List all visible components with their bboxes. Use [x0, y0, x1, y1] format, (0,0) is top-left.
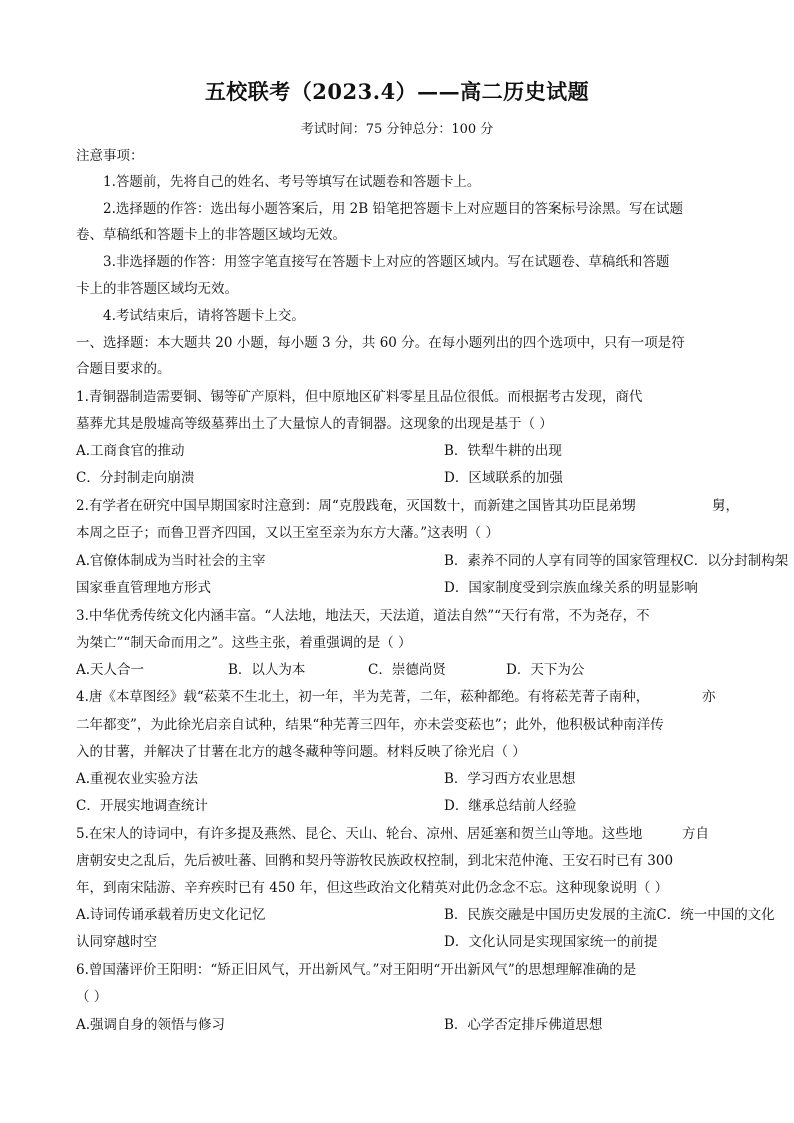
page-title: 五校联考（2023.4）——高二历史试题 [204, 79, 590, 104]
question-4-options-row [76, 798, 577, 814]
question-3-stem: 3.中华优秀传统文化内涵丰富。“人法地，地法天，天法道，道法自然”“天行有常，不为尧存，不 [76, 608, 650, 624]
question-6-stem-cont: （ ） [76, 989, 108, 1005]
option-c-cont[interactable]: 认同穿越时空 [76, 934, 157, 950]
question-5-stem-cont: 唐朝安史之乱后，先后被吐蕃、回鹘和契丹等游牧民族政权控制，到北宋范仲淹、王安石时已有 300 [76, 853, 674, 869]
question-2-options-row [76, 553, 789, 569]
question-3-options-row [76, 662, 585, 678]
question-5-text-tail: 方自 [682, 826, 709, 842]
option-c-cont[interactable]: 国家垂直管理地方形式 [76, 580, 211, 596]
section-heading-cont: 合题目要求的。 [76, 361, 171, 377]
question-5-stem-cont: 年，到南宋陆游、辛弃疾时已有 450 年，但这些政治文化精英对此仍念念不忘。这种现象说明（ ） [76, 880, 669, 896]
question-1-options-row [76, 470, 563, 486]
option-b[interactable]: B．以人为本 [228, 662, 306, 678]
note-2-cont: 卷、草稿纸和答题卡上的非答题区域均无效。 [76, 227, 346, 243]
question-4-options-row [76, 771, 576, 787]
question-1-stem: 1.青铜器制造需要铜、锡等矿产原料，但中原地区矿料零星且品位很低。而根据考古发现，商代 [76, 389, 643, 405]
note-4: 4.考试结束后，请将答题卡上交。 [103, 308, 305, 324]
note-2: 2.选择题的作答：选出每小题答案后，用 2B 铅笔把答题卡上对应题目的答案标号涂黑。写在试题 [103, 201, 683, 217]
question-2-text: 2.有学者在研究中国早期国家时注意到：周“克殷践奄，灭国数十，而新建之国皆其功臣昆弟甥 [76, 498, 636, 514]
option-b[interactable]: B．素养不同的人享有同等的国家管理权C．以分封制构架 [444, 553, 789, 569]
option-b[interactable]: B．心学否定排斥佛道思想 [444, 1017, 603, 1033]
option-a[interactable]: A.官僚体制成为当时社会的主宰 [76, 553, 266, 569]
question-4-text: 4.唐《本草图经》载“菘菜不生北土，初一年，半为芜菁，二年，菘种都绝。有将菘芜菁子南种， [76, 689, 650, 705]
option-d[interactable]: D．文化认同是实现国家统一的前提 [444, 934, 658, 950]
question-2-options-row [76, 580, 698, 596]
question-5-options-row [76, 907, 775, 923]
notes-heading: 注意事项： [76, 148, 144, 164]
option-a[interactable]: A.重视农业实验方法 [76, 771, 199, 787]
question-5-text: 5.在宋人的诗词中，有许多提及燕然、昆仑、天山、轮台、凉州、居延塞和贺兰山等地。这些地 [76, 826, 643, 842]
option-a[interactable]: A.强调自身的领悟与修习 [76, 1017, 226, 1033]
exam-info: 考试时间：75 分钟总分：100 分 [300, 122, 494, 137]
note-3-cont: 卡上的非答题区域均无效。 [76, 281, 238, 297]
section-heading: 一、选择题：本大题共 20 小题，每小题 3 分，共 60 分。在每小题列出的四个选项中，只有一项是符 [76, 335, 685, 351]
question-2-stem [76, 498, 739, 514]
note-1: 1.答题前，先将自己的姓名、考号等填写在试题卷和答题卡上。 [103, 174, 481, 190]
question-5-stem [76, 826, 709, 842]
option-c[interactable]: C．开展实地调查统计 [76, 798, 208, 814]
question-4-stem [76, 689, 716, 705]
option-c[interactable]: C．崇德尚贤 [368, 662, 446, 678]
question-2-text-tail: 舅， [712, 498, 739, 514]
question-2-stem-cont: 本周之臣子；而鲁卫晋齐四国，又以王室至亲为东方大藩。”这表明（ ） [76, 525, 499, 541]
question-1-stem-cont: 墓葬尤其是殷墟高等级墓葬出土了大量惊人的青铜器。这现象的出现是基于（ ） [76, 416, 553, 432]
option-a[interactable]: A.工商食官的推动 [76, 443, 185, 459]
option-b[interactable]: B．学习西方农业思想 [444, 771, 576, 787]
question-6-options-row [76, 1017, 603, 1033]
option-d[interactable]: D．天下为公 [506, 662, 585, 678]
option-a[interactable]: A.诗词传诵承载着历史文化记忆 [76, 907, 266, 923]
question-1-options-row [76, 443, 562, 459]
option-b[interactable]: B．民族交融是中国历史发展的主流C．统一中国的文化 [444, 907, 775, 923]
option-b[interactable]: B．铁犁牛耕的出现 [444, 443, 562, 459]
option-d[interactable]: D．区域联系的加强 [444, 470, 563, 486]
note-3: 3.非选择题的作答：用签字笔直接写在答题卡上对应的答题区域内。写在试题卷、草稿纸和答题 [103, 254, 670, 270]
question-4-text-tail: 亦 [702, 689, 716, 705]
option-a[interactable]: A.天人合一 [76, 662, 145, 678]
question-4-stem-cont: 二年都变”，为此徐光启亲自试种，结果“种芜菁三四年，亦未尝变菘也”；此外，他积极试种南洋传 [76, 717, 664, 733]
question-3-stem-cont: 为桀亡”“制天命而用之”。这些主张，着重强调的是（ ） [76, 635, 412, 651]
option-c[interactable]: C．分封制走向崩溃 [76, 470, 195, 486]
option-d[interactable]: D．继承总结前人经验 [444, 798, 577, 814]
question-5-options-row [76, 934, 658, 950]
question-4-stem-cont: 入的甘薯，并解决了甘薯在北方的越冬藏种等问题。材料反映了徐光启（ ） [76, 744, 526, 760]
question-6-stem: 6.曾国藩评价王阳明：“矫正旧风气，开出新风气。”对王阳明“开出新风气”的思想理解准确的是 [76, 962, 637, 978]
option-d[interactable]: D．国家制度受到宗族血缘关系的明显影响 [444, 580, 698, 596]
